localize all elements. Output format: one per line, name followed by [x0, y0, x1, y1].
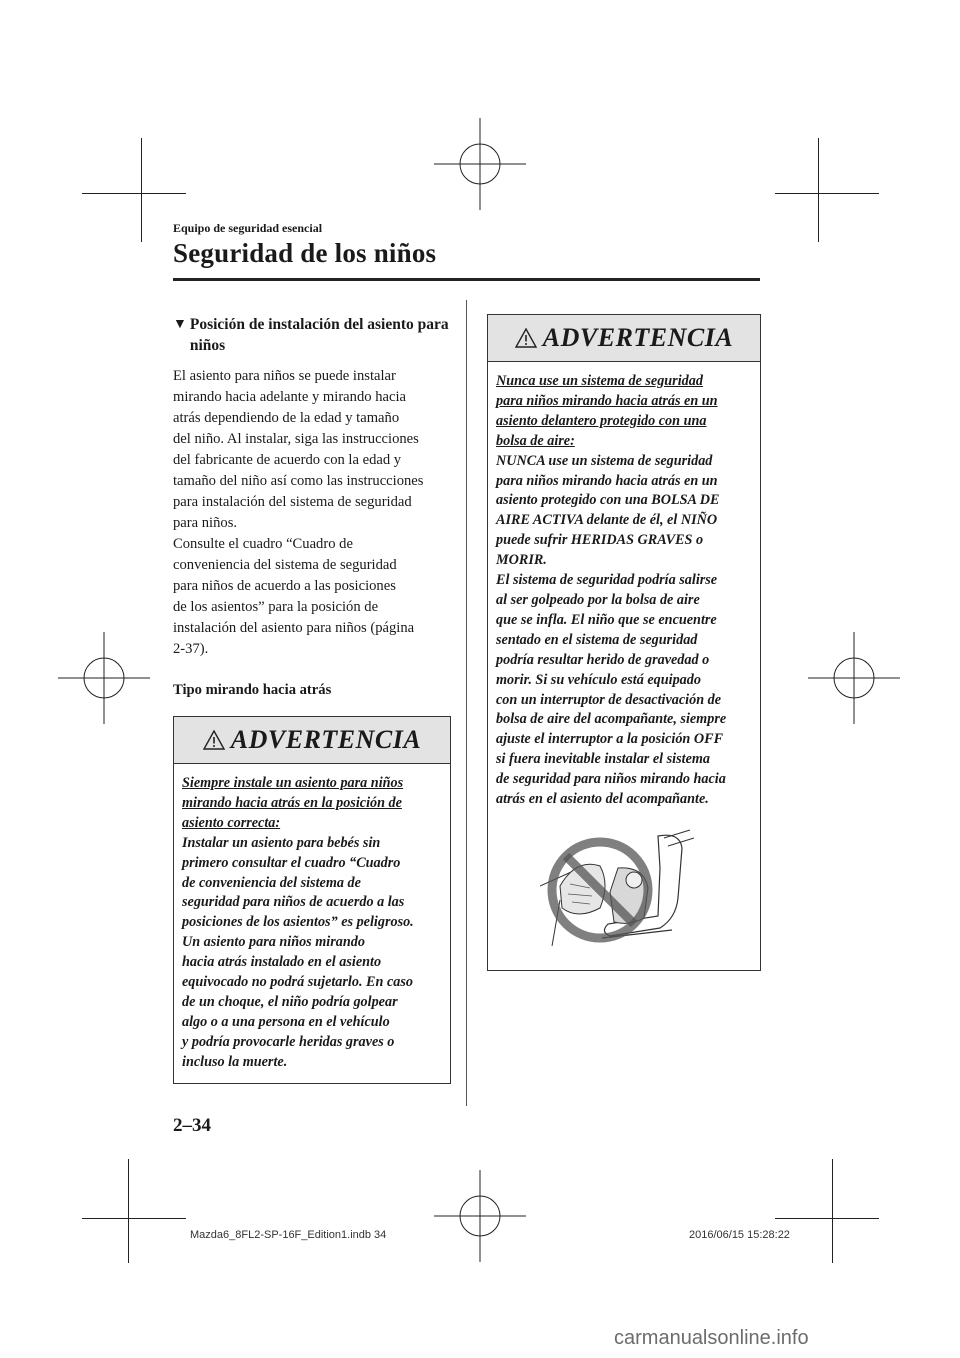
warning-triangle-icon	[515, 328, 537, 348]
registration-mark-left	[58, 632, 150, 724]
warning-text: Instalar un asiento para bebés sin primero consultar el cuadro “Cuadro de conveniencia del sistema de seguridad para niños de acuerdo a las posiciones de los asientos” es peligroso. Un asiento para niños mirando hacia atrás instalado en el asiento equivocado no podrá sujetarlo. En caso de un choque, el niño podría golpear algo o a una persona en el vehículo y podría provocarle heridas graves o incluso la muerte.	[182, 834, 414, 1070]
registration-mark-top	[434, 118, 526, 210]
body-paragraph: El asiento para niños se puede instalar mirando hacia adelante y mirando hacia atrás dependiendo de la edad y tamaño del niño. Al instalar, siga las instrucciones del fabricante de acuerdo con la edad y tamaño del niño así como las instrucciones para instalación del sistema de seguridad para niños. Consulte el cuadro “Cuadro de conveniencia del sistema de seguridad para niños de acuerdo a las posiciones de los asientos” para la posición de instalación del asiento para niños (página 2-37).	[173, 368, 424, 657]
section-heading	[173, 314, 451, 356]
left-column	[173, 314, 451, 1084]
page-title: Seguridad de los niños	[173, 238, 437, 268]
section-label: Equipo de seguridad esencial	[173, 221, 323, 235]
warning-box-left	[173, 716, 451, 1084]
warning-title: ADVERTENCIA	[230, 725, 422, 754]
subheading: Tipo mirando hacia atrás	[173, 682, 332, 698]
no-rear-facing-seat-airbag-illustration	[540, 828, 710, 948]
triangle-bullet-icon: ▼	[173, 317, 187, 332]
watermark: carmanualsonline.info	[614, 1327, 809, 1349]
warning-lead: Siempre instale un asiento para niños mirando hacia atrás en la posición de asiento correcta:	[182, 775, 404, 831]
section-heading-text: Posición de instalación del asiento para niños	[189, 316, 449, 354]
warning-title: ADVERTENCIA	[542, 323, 734, 352]
registration-mark-bottom	[434, 1170, 526, 1262]
warning-box-right	[487, 314, 761, 971]
warning-body	[488, 362, 760, 970]
warning-text: NUNCA use un sistema de seguridad para niños mirando hacia atrás en un asiento protegido con una BOLSA DE AIRE ACTIVA delante de él, el NIÑO puede sufrir HERIDAS GRAVES o MORIR. El sistema de seguridad podría salirse al ser golpeado por la bolsa de aire que se infla. El niño que se encuentre sentado en el sistema de seguridad podría resultar herido de gravedad o morir. Si su vehículo está equipado con un interruptor de desactivación de bolsa de aire del acompañante, siempre ajuste el interruptor a la posición OFF si fuera inevitable instalar el sistema de seguridad para niños mirando hacia atrás en el asiento del acompañante.	[496, 452, 727, 808]
warning-body	[174, 764, 450, 1083]
column-divider	[466, 300, 467, 1106]
page-number: 2–34	[173, 1115, 211, 1136]
header-rule	[173, 278, 760, 281]
warning-triangle-icon	[203, 730, 225, 750]
warning-header	[174, 717, 450, 764]
registration-mark-right	[808, 632, 900, 724]
footer-timestamp: 2016/06/15 15:28:22	[689, 1229, 790, 1241]
warning-header	[488, 315, 760, 362]
right-column	[487, 314, 761, 971]
warning-lead: Nunca use un sistema de seguridad para niños mirando hacia atrás en un asiento delantero protegido con una bolsa de aire:	[496, 373, 718, 449]
footer-filename: Mazda6_8FL2-SP-16F_Edition1.indb 34	[190, 1229, 387, 1241]
illustration-area	[496, 810, 752, 960]
